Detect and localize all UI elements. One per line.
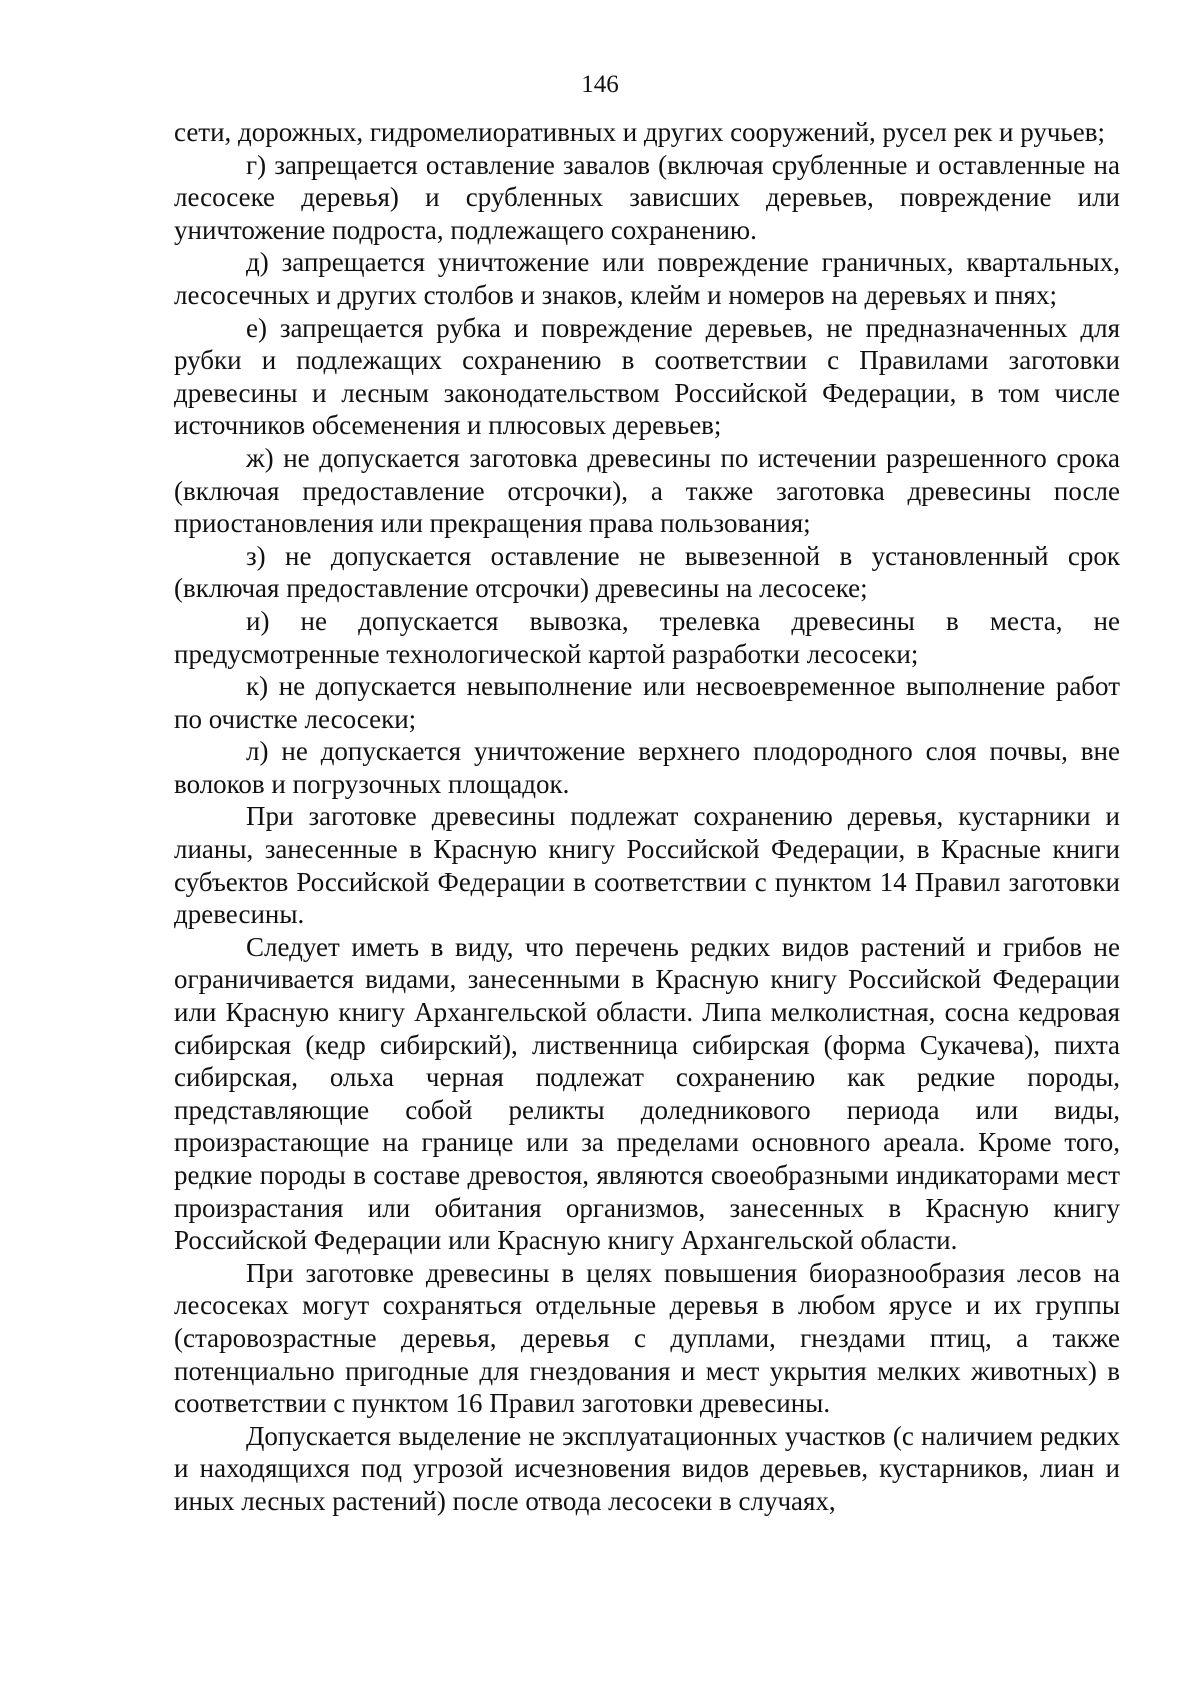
paragraph-item-l: л) не допускается уничтожение верхнего плодородного слоя почвы, вне волоков и погрузочных площадок. [174, 736, 1120, 799]
paragraph-rare-species: Следует иметь в виду, что перечень редких видов растений и грибов не ограничивается видами, занесенными в Красную книгу Российской Федерации или Красную книгу Архангельской области. Липа мелколистная, сосна кедровая сибирская (кедр сибирский), лиственница сибирская (форма Сукачева), пихта сибирская, ольха черная подлежат сохранению как редкие породы, представляющие собой реликты доледникового периода или виды, произрастающие на границе или за пределами основного ареала. Кроме того, редкие породы в составе древостоя, являются своеобразными индикаторами мест произрастания или обитания организмов, занесенных в Красную книгу Российской Федерации или Красную книгу Архангельской области. [174, 931, 1120, 1256]
paragraph-red-book: При заготовке древесины подлежат сохранению деревья, кустарники и лианы, занесенные в Красную книгу Российской Федерации, в Красные книги субъектов Российской Федерации в соответствии с пунктом 14 Правил заготовки древесины. [174, 801, 1120, 930]
paragraph-item-i: и) не допускается вывозка, трелевка древесины в места, не предусмотренные технологической картой разработки лесосеки; [174, 605, 1120, 669]
document-body [174, 116, 1120, 1518]
paragraph-item-zh: ж) не допускается заготовка древесины по истечении разрешенного срока (включая предоставление отсрочки), а также заготовка древесины после приостановления или прекращения права пользования; [174, 442, 1120, 539]
paragraph-biodiversity: При заготовке древесины в целях повышения биоразнообразия лесов на лесосеках могут сохраняться отдельные деревья в любом ярусе и их группы (старовозрастные деревья, деревья с дуплами, гнездами птиц, а также потенциально пригодные для гнездования и мест укрытия мелких животных) в соответствии с пунктом 16 Правил заготовки древесины. [174, 1257, 1120, 1419]
paragraph-item-g: г) запрещается оставление завалов (включая срубленные и оставленные на лесосеке деревья) и срубленных зависших деревьев, повреждение или уничтожение подроста, подлежащего сохранению. [174, 149, 1120, 245]
paragraph-item-z: з) не допускается оставление не вывезенной в установленный срок (включая предоставление отсрочки) древесины на лесосеке; [174, 540, 1120, 604]
paragraph-continued: сети, дорожных, гидромелиоративных и других сооружений, русел рек и ручьев; [174, 117, 1105, 147]
paragraph-non-exploitation: Допускается выделение не эксплуатационных участков (с наличием редких и находящихся под угрозой исчезновения видов деревьев, кустарников, лиан и иных лесных растений) после отвода лесосеки в случаях, [174, 1420, 1120, 1516]
page-number: 146 [581, 71, 619, 98]
paragraph-item-e: е) запрещается рубка и повреждение деревьев, не предназначенных для рубки и подлежащих сохранению в соответствии с Правилами заготовки древесины и лесным законодательством Российской Федерации, в том числе источников обсеменения и плюсовых деревьев; [174, 312, 1120, 441]
paragraph-item-d: д) запрещается уничтожение или повреждение граничных, квартальных, лесосечных и других столбов и знаков, клейм и номеров на деревьях и пнях; [174, 247, 1120, 310]
paragraph-item-k: к) не допускается невыполнение или несвоевременное выполнение работ по очистке лесосеки; [174, 671, 1120, 734]
